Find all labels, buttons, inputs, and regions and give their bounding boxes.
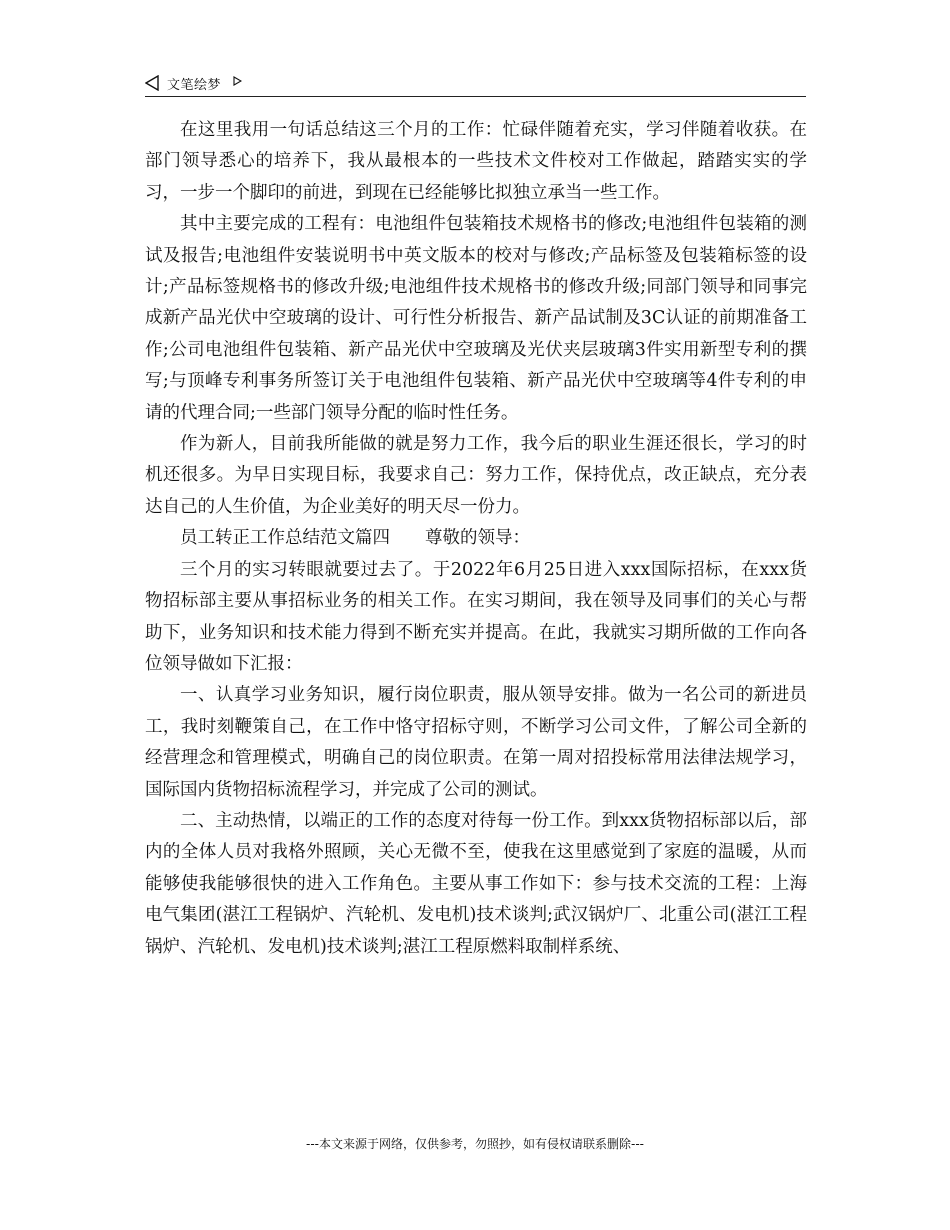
page-header [145, 72, 806, 97]
triangle-left-icon [145, 75, 159, 91]
paragraph-newcomer: 作为新人，目前我所能做的就是努力工作，我今后的职业生涯还很长，学习的时机还很多。为早日实现目标，我要求自己：努力工作，保持优点，改正缺点，充分表达自己的人生价值，为企业美好的明天尽一份力。 [145, 434, 807, 517]
paragraph-point-one: 一、认真学习业务知识，履行岗位职责，服从领导安排。做为一名公司的新进员工，我时刻鞭策自己，在工作中恪守招标守则，不断学习公司文件，了解公司全新的经营理念和管理模式，明确自己的岗位职责。在第一周对招投标常用法律法规学习，国际国内货物招标流程学习，并完成了公司的测试。 [145, 685, 807, 800]
header-brand: 文笔绘梦 [167, 78, 222, 93]
paragraph-summary: 在这里我用一句话总结这三个月的工作：忙碌伴随着充实，学习伴随着收获。在部门领导悉心的培养下，我从最根本的一些技术文件校对工作做起，踏踏实实的学习，一步一个脚印的前进，到现在已经能够比拟独立承当一些工作。 [145, 120, 807, 203]
paragraph-projects: 其中主要完成的工程有：电池组件包装箱技术规格书的修改;电池组件包装箱的测试及报告;电池组件安装说明书中英文版本的校对与修改;产品标签及包装箱标签的设计;产品标签规格书的修改升级;电池组件技术规格书的修改升级;同部门领导和同事完成新产品光伏中空玻璃的设计、可行性分析报告、新产品试制及3C认证的前期准备工作;公司电池组件包装箱、新产品光伏中空玻璃及光伏夹层玻璃3件实用新型专利的撰写;与顶峰专利事务所签订关于电池组件包装箱、新产品光伏中空玻璃等4件专利的申请的代理合同;一些部门领导分配的临时性任务。 [145, 214, 807, 423]
page-footer: ---本文来源于网络，仅供参考，勿照抄，如有侵权请联系删除--- [306, 1137, 644, 1151]
paragraph-internship: 三个月的实习转眼就要过去了。于2022年6月25日进入xxx国际招标，在xxx货物招标部主要从事招标业务的相关工作。在实习期间，我在领导及同事们的关心与帮助下，业务知识和技术能力得到不断充实并提高。在此，我就实习期所做的工作向各位领导做如下汇报： [145, 559, 807, 674]
paragraph-point-two: 二、主动热情，以端正的工作的态度对待每一份工作。到xxx货物招标部以后，部内的全体人员对我格外照顾，关心无微不至，使我在这里感觉到了家庭的温暖，从而能够使我能够很快的进入工作角色。主要从事工作如下：参与技术交流的工程：上海电气集团(湛江工程锅炉、汽轮机、发电机)技术谈判;武汉锅炉厂、北重公司(湛江工程锅炉、汽轮机、发电机)技术谈判;湛江工程原燃料取制样系统、 [145, 810, 807, 957]
triangle-right-icon [233, 76, 242, 86]
document-body [145, 115, 807, 963]
paragraph-section-title: 员工转正工作总结范文篇四 尊敬的领导： [180, 528, 530, 549]
